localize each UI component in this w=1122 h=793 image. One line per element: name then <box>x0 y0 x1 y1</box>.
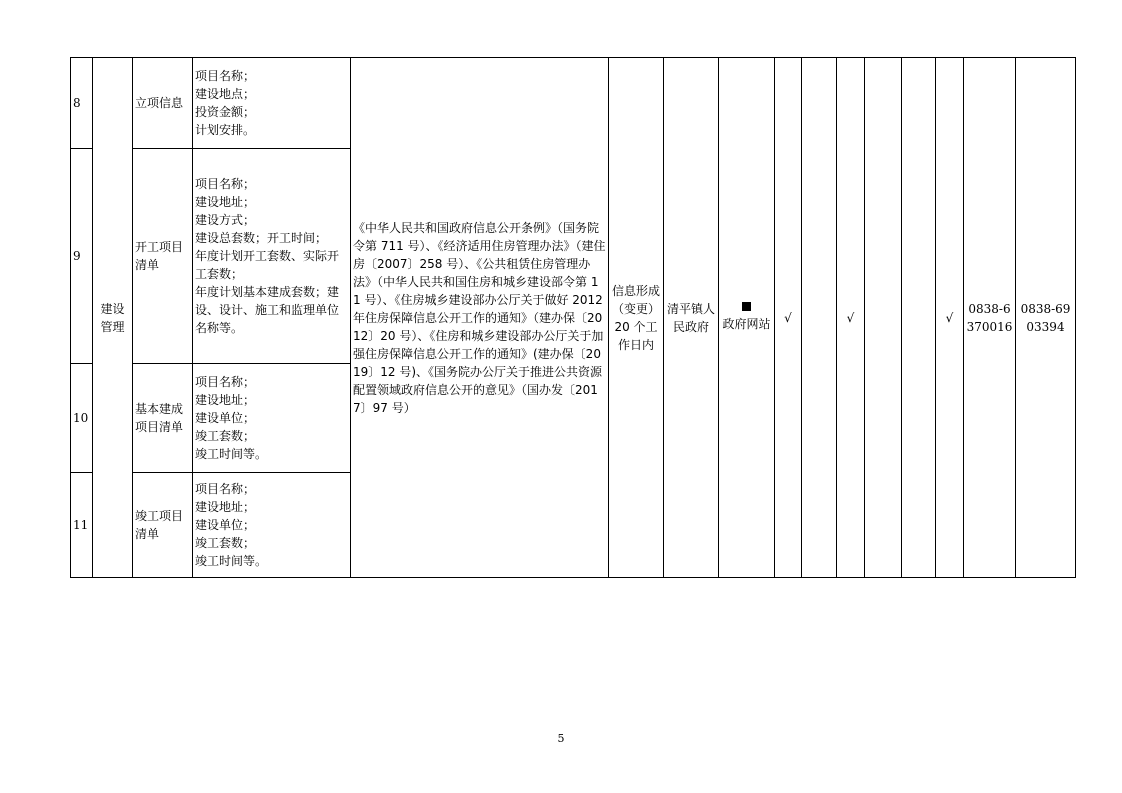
item-content: 项目名称； 建设地址； 建设单位； 竣工套数； 竣工时间等。 <box>193 364 351 473</box>
category-cell <box>93 58 133 578</box>
channel-label: 政府网站 <box>722 317 771 331</box>
check-cell <box>802 58 837 578</box>
phone-number: 0838-6903394 <box>1016 58 1076 578</box>
item-name: 基本建成项目清单 <box>133 364 193 473</box>
item-content: 项目名称； 建设地址； 建设方式； 建设总套数；开工时间； 年度计划开工套数、实际开工套数； 年度计划基本建成套数；建设、设计、施工和监理单位名称等。 <box>193 149 351 364</box>
phone-number: 0838-6370016 <box>964 58 1016 578</box>
item-name: 竣工项目清单 <box>133 473 193 578</box>
row-number: 9 <box>71 149 93 364</box>
square-marker-icon <box>742 302 751 311</box>
time-limit: 信息形成（变更）20 个工作日内 <box>609 58 664 578</box>
row-number: 10 <box>71 364 93 473</box>
check-cell: √ <box>936 58 964 578</box>
page-number: 5 <box>557 732 565 745</box>
item-name: 立项信息 <box>133 58 193 149</box>
item-name: 开工项目清单 <box>133 149 193 364</box>
row-number: 11 <box>71 473 93 578</box>
item-content: 项目名称； 建设地址； 建设单位； 竣工套数； 竣工时间等。 <box>193 473 351 578</box>
legal-basis: 《中华人民共和国政府信息公开条例》（国务院令第 711 号）、《经济适用住房管理办法》（建住房〔2007〕258 号）、《公共租赁住房管理办法》（中华人民共和国住房和城乡建设部令第 11 号）、《住房城乡建设部办公厅关于做好 2012 年住房保障信息公开工作的通知》（建办保〔2012〕20 号）、《住房和城乡建设部办公厅关于加强住房保障信息公开工作的通知》(建办保〔2019〕12 号)、《国务院办公厅关于推进公共资源配置领域政府信息公开的意见》（国办发〔2017〕97 号） <box>351 58 609 578</box>
category-label: 建设管理 <box>100 301 125 334</box>
disclosure-table <box>70 57 1076 578</box>
check-cell: √ <box>837 58 865 578</box>
disclosure-subject: 清平镇人民政府 <box>664 58 719 578</box>
check-cell: √ <box>775 58 802 578</box>
table-row <box>71 58 1076 149</box>
row-number: 8 <box>71 58 93 149</box>
check-cell <box>902 58 936 578</box>
disclosure-channel <box>719 58 775 578</box>
check-cell <box>865 58 902 578</box>
item-content: 项目名称； 建设地点； 投资金额； 计划安排。 <box>193 58 351 149</box>
